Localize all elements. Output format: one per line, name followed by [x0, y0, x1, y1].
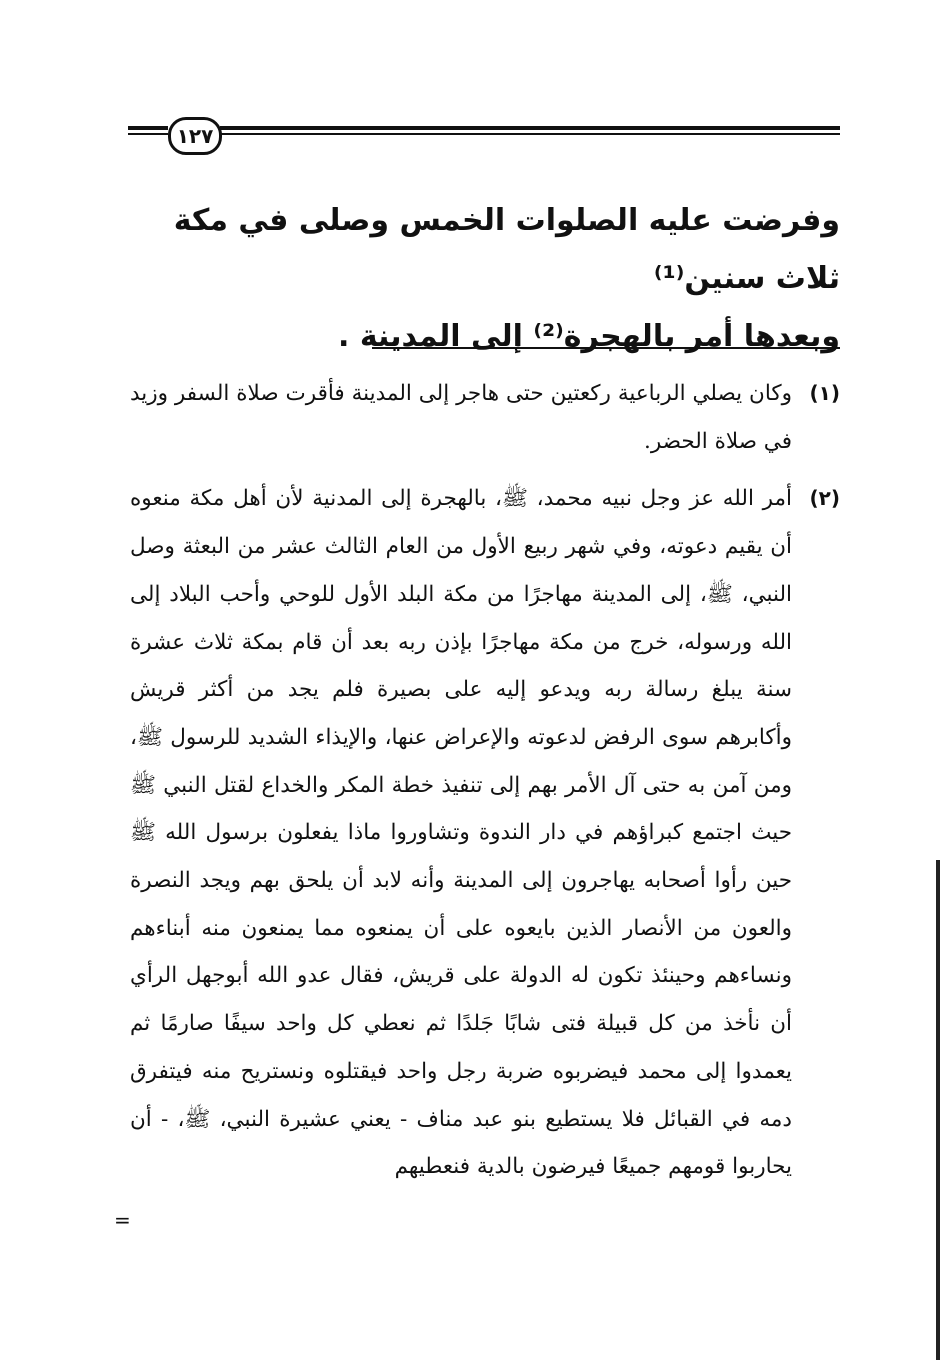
footnote-text: وكان يصلي الرباعية ركعتين حتى هاجر إلى المدينة فأقرت صلاة السفر وزيد في صلاة الحضر. — [130, 381, 792, 454]
footnote-text: أمر الله عز وجل نبيه محمد، ﷺ، بالهجرة إلى المدنية لأن أهل مكة منعوه أن يقيم دعوته، وفي شهر ربيع الأول من العام الثالث عشر من البعثة وصل النبي، ﷺ، إلى المدينة مهاجرًا من مكة البلد الأول للوحي وأحب البلاد إلى الله ورسوله، خرج من مكة مهاجرًا بإذن ربه بعد أن قام بمكة ثلاث عشرة سنة يبلغ رسالة ربه ويدعو إليه على بصيرة فلم يجد من أكثر قريش وأكابرهم سوى الرفض لدعوته والإعراض عنها، والإيذاء الشديد للرسول ﷺ، ومن آمن به حتى آل الأمر بهم إلى تنفيذ خطة المكر والخداع لقتل النبي ﷺ حيث اجتمع كبراؤهم في دار الندوة وتشاوروا ماذا يفعلون برسول الله ﷺ حين رأوا أصحابه يهاجرون إلى المدينة وأنه لابد أن يلحق بهم ويجد النصرة والعون من الأنصار الذين بايعوه على أن يمنعوه مما يمنعون منه أبناءهم ونساءهم وحينئذ تكون له الدولة على قريش، فقال عدو الله أبوجهل الرأي أن نأخذ من كل قبيلة فتى شابًا جَلدًا ثم نعطي كل واحد سيفًا صارمًا ثم يعمدوا إلى محمد فيضربوه ضربة رجل واحد فيقتلوه ونستريح منه فيتفرق دمه في القبائل فلا يستطيع بنو عبد مناف - يعني عشيرة النبي، ﷺ، - أن يحاربوا قومهم جميعًا فيرضون بالدية فنعطيهم — [130, 486, 792, 1180]
footnote-separator — [372, 347, 840, 349]
page-header — [128, 116, 840, 156]
footnote-number: (٢) — [809, 486, 840, 511]
main-text-line-1: وفرضت عليه الصلوات الخمس وصلى في مكة ثلاث سنين⁽¹⁾ — [173, 203, 840, 296]
main-text — [120, 192, 840, 366]
footnotes — [130, 370, 840, 1201]
main-text-line-2: وبعدها أمر بالهجرة⁽²⁾ إلى المدينة . — [338, 319, 840, 354]
scan-edge-shadow — [936, 860, 940, 1360]
footnote-2 — [130, 475, 840, 1191]
header-rule-right — [220, 126, 840, 135]
page-number: ١٢٧ — [168, 117, 222, 155]
continuation-mark: = — [114, 1208, 131, 1232]
footnote-number: (١) — [809, 381, 840, 405]
footnote-1 — [130, 370, 840, 465]
header-rule-left — [128, 126, 168, 135]
